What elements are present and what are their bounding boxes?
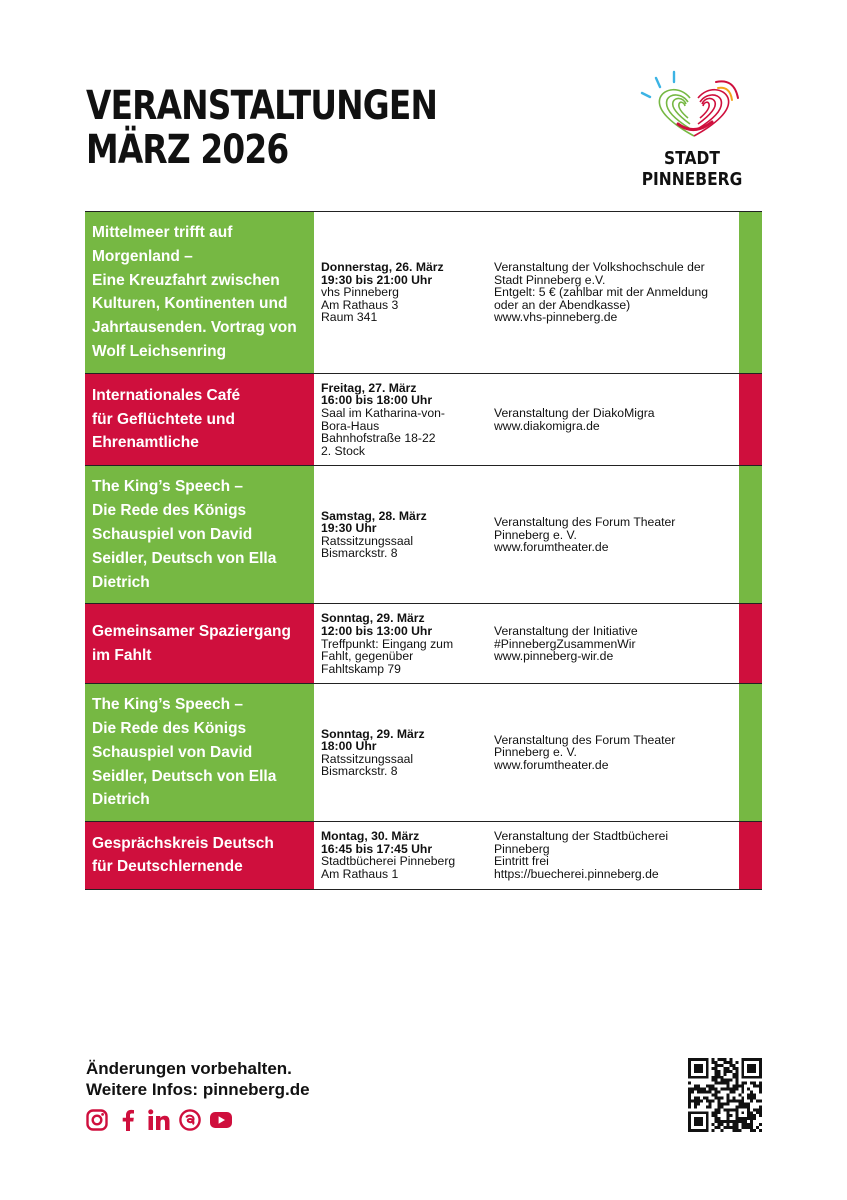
event-when [314,374,487,466]
event-row [85,374,762,467]
event-place-line: Fahltskamp 79 [321,661,401,676]
event-title-line: Mittelmeer trifft auf [92,224,233,241]
event-info-line: Veranstaltung der Stadtbücherei [494,829,669,844]
event-title-line: Dietrich [92,573,150,591]
footer-line1: Änderungen vorbehalten. [86,1059,292,1078]
event-title-line: Ehrenamtliche [92,434,199,452]
event-title-line: Jahrtausenden. Vortrag von [92,319,297,337]
event-color-bar [739,604,762,683]
footer-note [86,1058,310,1100]
event-color-bar [739,374,762,466]
events-table [85,211,762,890]
event-info-line: Veranstaltung des Forum Theater [494,732,676,747]
event-date: Sonntag, 29. März [321,726,425,741]
event-info-line: www.forumtheater.de [494,758,609,773]
event-row [85,822,762,889]
event-info-line: Pinneberg e. V. [494,745,577,760]
event-when [314,604,487,683]
event-when [314,684,487,821]
event-time: 16:45 bis 17:45 Uhr [321,841,433,856]
event-info [487,822,739,888]
event-place-line: Bismarckstr. 8 [321,764,398,779]
event-place-line: 2. Stock [321,443,366,458]
event-color-bar [739,684,762,821]
event-info-line: Veranstaltung des Forum Theater [494,514,676,529]
event-place-line: Bora-Haus [321,418,380,433]
event-title-line: Internationales Café [92,386,241,404]
event-time: 12:00 bis 13:00 Uhr [321,623,433,638]
linkedin-icon[interactable] [147,1108,171,1132]
social-icons [85,1108,233,1132]
event-time: 16:00 bis 18:00 Uhr [321,393,433,408]
event-info-line: Pinneberg [494,841,550,856]
event-row [85,684,762,822]
event-title [85,684,314,821]
event-info-line: www.vhs-pinneberg.de [494,310,618,325]
event-when [314,212,487,373]
qr-code [688,1058,762,1132]
event-info-line: Veranstaltung der Initiative [494,623,638,638]
event-title-line: The King’s Speech – [92,696,244,714]
event-title-line: Kulturen, Kontinenten und [92,295,288,313]
event-date: Freitag, 27. März [321,380,417,395]
footer-line2: Weitere Infos: pinneberg.de [86,1080,310,1099]
event-title-line: Dietrich [92,791,150,809]
event-row [85,604,762,684]
event-color-bar [739,822,762,888]
event-title-line: Gemeinsamer Spaziergang [92,623,291,641]
event-place-line: Ratssitzungssaal [321,751,414,766]
event-info [487,212,739,373]
event-info-line: #PinnebergZusammenWir [494,636,636,651]
event-title-line: Die Rede des Königs [92,502,247,520]
instagram-icon[interactable] [85,1108,109,1132]
event-info-line: Veranstaltung der DiakoMigra [494,405,655,420]
event-info [487,374,739,466]
event-title [85,822,314,888]
event-title-line: im Fahlt [92,646,152,664]
event-info-line: www.diakomigra.de [494,418,600,433]
logo-text: STADT PINNEBERG [641,148,743,190]
event-info-line: Eintritt frei [494,854,549,869]
event-title-line: Schauspiel von David [92,525,253,543]
page-title-line1: VERANSTALTUNGEN [86,83,438,129]
event-title [85,604,314,683]
event-info-line: www.forumtheater.de [494,540,609,555]
event-when [314,466,487,603]
event-date: Montag, 30. März [321,829,420,844]
event-title [85,374,314,466]
event-place-line: Bismarckstr. 8 [321,546,398,561]
event-when [314,822,487,888]
event-row [85,212,762,374]
page-title-line2: MÄRZ 2026 [86,127,289,173]
event-info [487,466,739,603]
threads-icon[interactable] [178,1108,202,1132]
event-time: 19:30 Uhr [321,521,377,536]
event-info-line: https://buecherei.pinneberg.de [494,867,659,882]
page-title [86,84,437,172]
event-place-line: Fahlt, gegenüber [321,649,414,664]
event-place-line: Treffpunkt: Eingang zum [321,636,454,651]
event-info [487,684,739,821]
event-place-line: Am Rathaus 3 [321,297,399,312]
event-title-line: Schauspiel von David [92,743,253,761]
event-info-line: oder an der Abendkasse) [494,297,631,312]
event-place-line: Bahnhofstraße 18-22 [321,431,436,446]
youtube-icon[interactable] [209,1108,233,1132]
event-title-line: Wolf Leichsenring [92,342,227,360]
facebook-icon[interactable] [116,1108,140,1132]
event-info-line: Pinneberg e. V. [494,527,577,542]
event-info-line: Veranstaltung der Volkshochschule der [494,259,705,274]
event-title [85,212,314,373]
fingerprint-heart-icon [612,66,772,146]
event-title-line: The King’s Speech – [92,478,244,496]
event-place-line: Raum 341 [321,310,378,325]
stadt-pinneberg-logo [612,66,772,190]
event-time: 19:30 bis 21:00 Uhr [321,272,433,287]
event-place-line: Ratssitzungssaal [321,533,414,548]
event-place-line: Stadtbücherei Pinneberg [321,854,456,869]
event-title [85,466,314,603]
event-title-line: Seidler, Deutsch von Ella [92,549,277,567]
event-place-line: Am Rathaus 1 [321,867,399,882]
event-place-line: vhs Pinneberg [321,285,399,300]
event-time: 18:00 Uhr [321,739,377,754]
event-title-line: Morgenland – [92,247,193,265]
event-info-line: Stadt Pinneberg e.V. [494,272,606,287]
event-date: Samstag, 28. März [321,508,427,523]
event-title-line: Seidler, Deutsch von Ella [92,767,277,785]
event-date: Sonntag, 29. März [321,611,425,626]
event-title-line: Gesprächskreis Deutsch [92,834,274,852]
event-date: Donnerstag, 26. März [321,259,444,274]
event-color-bar [739,466,762,603]
event-color-bar [739,212,762,373]
event-row [85,466,762,604]
event-title-line: Eine Kreuzfahrt zwischen [92,271,280,289]
event-place-line: Saal im Katharina-von- [321,405,445,420]
event-title-line: Die Rede des Königs [92,720,247,738]
event-title-line: für Geflüchtete und [92,410,235,428]
event-title-line: für Deutschlernende [92,858,243,876]
event-info [487,604,739,683]
event-info-line: www.pinneberg-wir.de [494,649,614,664]
event-info-line: Entgelt: 5 € (zahlbar mit der Anmeldung [494,285,709,300]
